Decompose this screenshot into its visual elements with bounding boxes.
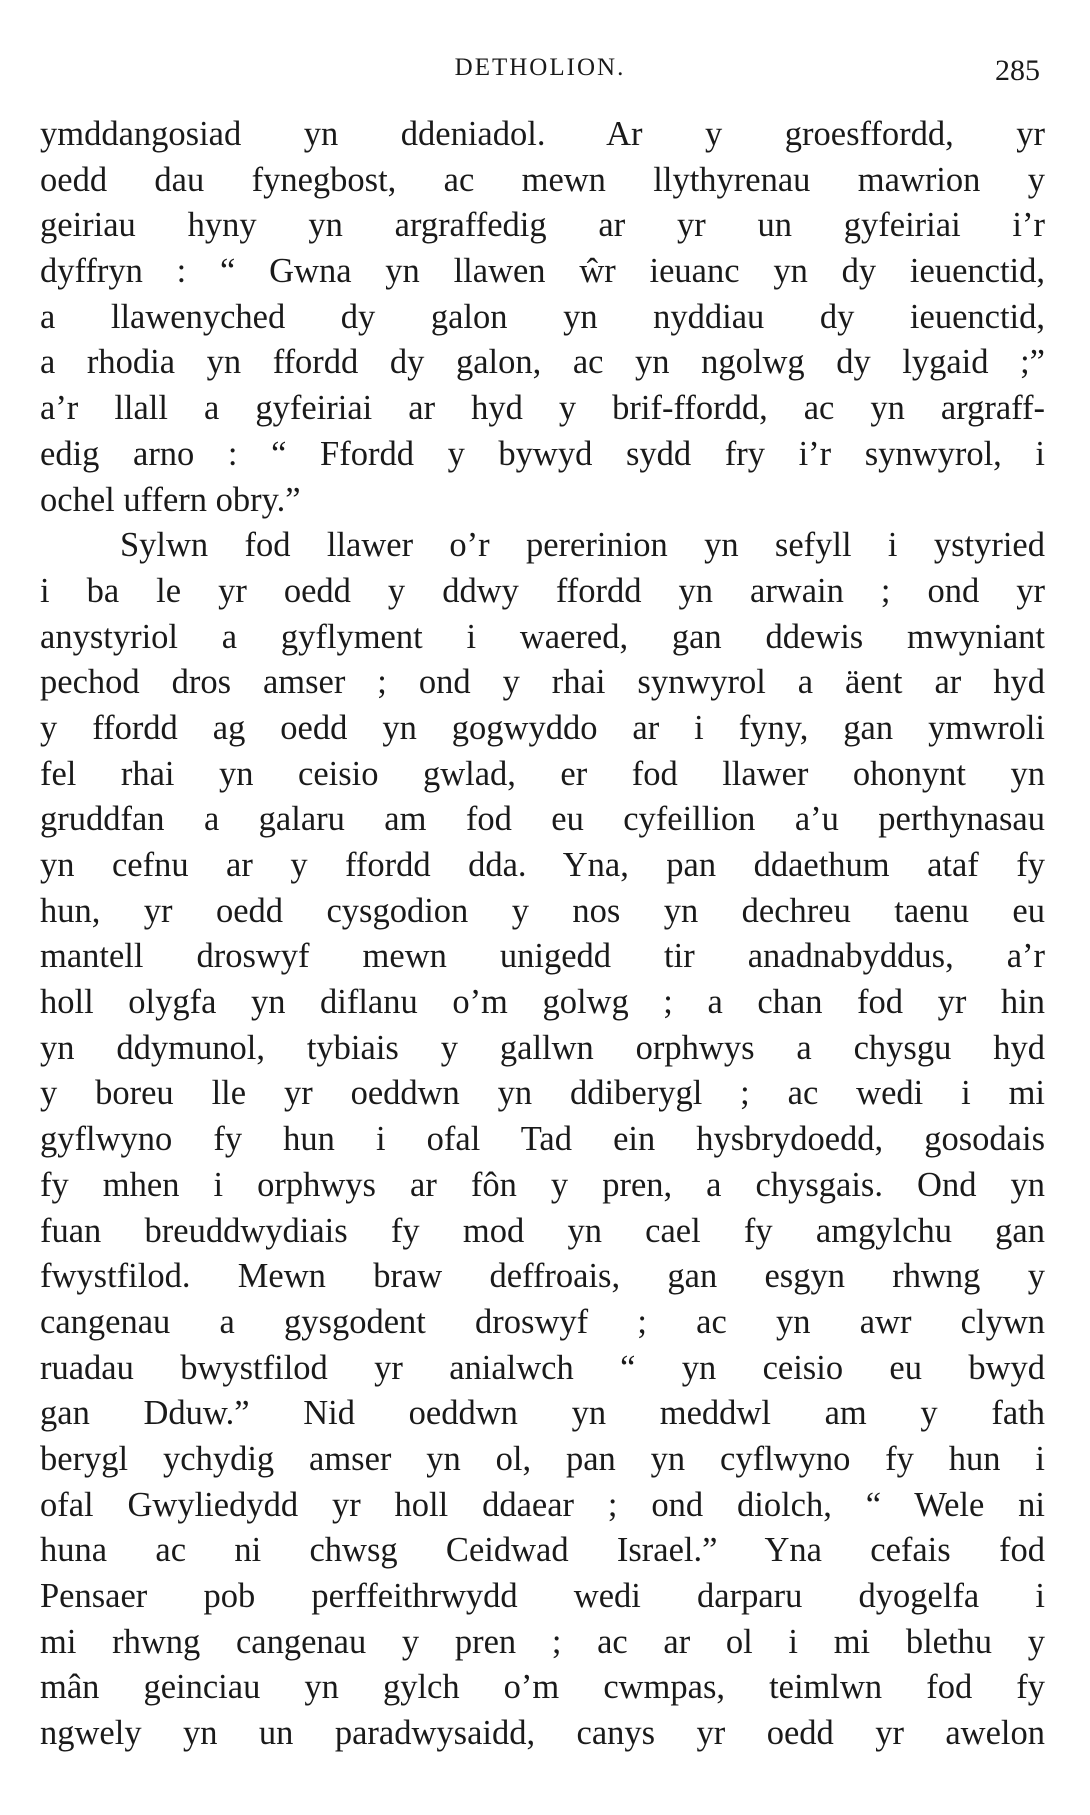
- text-line: ruadau bwystfilod yr anialwch “ yn ceisio eu bwyd: [40, 1348, 1045, 1387]
- text-line: fwystfilod. Mewn braw deffroais, gan esgyn rhwng y: [40, 1257, 1045, 1296]
- text-line: huna ac ni chwsg Ceidwad Israel.” Yna cefais fod: [40, 1531, 1045, 1570]
- text-line: Pensaer pob perffeithrwydd wedi darparu dyogelfa i: [40, 1577, 1045, 1615]
- text-line: gruddfan a galaru am fod eu cyfeillion a’u perthynasau: [40, 800, 1045, 839]
- paragraph-end-line: ochel uffern obry.”: [40, 480, 301, 519]
- text-line: mantell droswyf mewn unigedd tir anadnabyddus, a’r: [40, 937, 1045, 976]
- text-line: gan Dduw.” Nid oeddwn yn meddwl am y fath: [40, 1394, 1045, 1433]
- text-line: y ffordd ag oedd yn gogwyddo ar i fyny, gan ymwroli: [40, 708, 1045, 747]
- text-line: ngwely yn un paradwysaidd, canys yr oedd yr awelon: [40, 1714, 1045, 1753]
- text-line: mi rhwng cangenau y pren ; ac ar ol i mi blethu y: [40, 1622, 1045, 1661]
- text-line: ofal Gwyliedydd yr holl ddaear ; ond diolch, “ Wele ni: [40, 1485, 1045, 1524]
- text-line: pechod dros amser ; ond y rhai synwyrol a äent ar hyd: [40, 663, 1045, 702]
- text-line: oedd dau fynegbost, ac mewn llythyrenau mawrion y: [40, 160, 1045, 199]
- text-line: hun, yr oedd cysgodion y nos yn dechreu taenu eu: [40, 891, 1045, 930]
- text-line: fuan breuddwydiais fy mod yn cael fy amgylchu gan: [40, 1211, 1045, 1250]
- text-line: ymddangosiad yn ddeniadol. Ar y groesffordd, yr: [40, 115, 1045, 153]
- text-line: berygl ychydig amser yn ol, pan yn cyflwyno fy hun i: [40, 1439, 1045, 1478]
- text-line: geiriau hyny yn argraffedig ar yr un gyfeiriai i’r: [40, 206, 1045, 245]
- text-line: y boreu lle yr oeddwn yn ddiberygl ; ac wedi i mi: [40, 1074, 1045, 1113]
- text-line: fel rhai yn ceisio gwlad, er fod llawer ohonynt yn: [40, 754, 1045, 793]
- text-line: edig arno : “ Ffordd y bywyd sydd fry i’r synwyrol, i: [40, 434, 1045, 473]
- text-line: a llawenyched dy galon yn nyddiau dy ieuenctid,: [40, 297, 1045, 336]
- body-text: [40, 112, 1045, 1757]
- text-line: fy mhen i orphwys ar fôn y pren, a chysgais. Ond yn: [40, 1165, 1045, 1204]
- text-line: a’r llall a gyfeiriai ar hyd y brif-ffordd, ac yn argraff-: [40, 389, 1045, 428]
- text-line: holl olygfa yn diflanu o’m golwg ; a chan fod yr hin: [40, 983, 1045, 1022]
- paragraph-first-line: Sylwn fod llawer o’r pererinion yn sefyll i ystyried: [120, 526, 1045, 565]
- text-line: i ba le yr oedd y ddwy ffordd yn arwain ; ond yr: [40, 571, 1045, 610]
- running-title: DETHOLION.: [454, 54, 626, 81]
- running-header: [40, 54, 1040, 94]
- text-line: dyffryn : “ Gwna yn llawen ŵr ieuanc yn dy ieuenctid,: [40, 252, 1045, 291]
- text-line: mân geinciau yn gylch o’m cwmpas, teimlwn fod fy: [40, 1668, 1045, 1707]
- text-line: yn cefnu ar y ffordd dda. Yna, pan ddaethum ataf fy: [40, 846, 1045, 884]
- text-line: gyflwyno fy hun i ofal Tad ein hysbrydoedd, gosodais: [40, 1120, 1045, 1159]
- page-number: 285: [995, 54, 1040, 87]
- text-line: yn ddymunol, tybiais y gallwn orphwys a chysgu hyd: [40, 1028, 1045, 1067]
- text-line: anystyriol a gyflyment i waered, gan ddewis mwyniant: [40, 617, 1045, 656]
- text-line: a rhodia yn ffordd dy galon, ac yn ngolwg dy lygaid ;”: [40, 343, 1045, 382]
- text-line: cangenau a gysgodent droswyf ; ac yn awr clywn: [40, 1302, 1045, 1341]
